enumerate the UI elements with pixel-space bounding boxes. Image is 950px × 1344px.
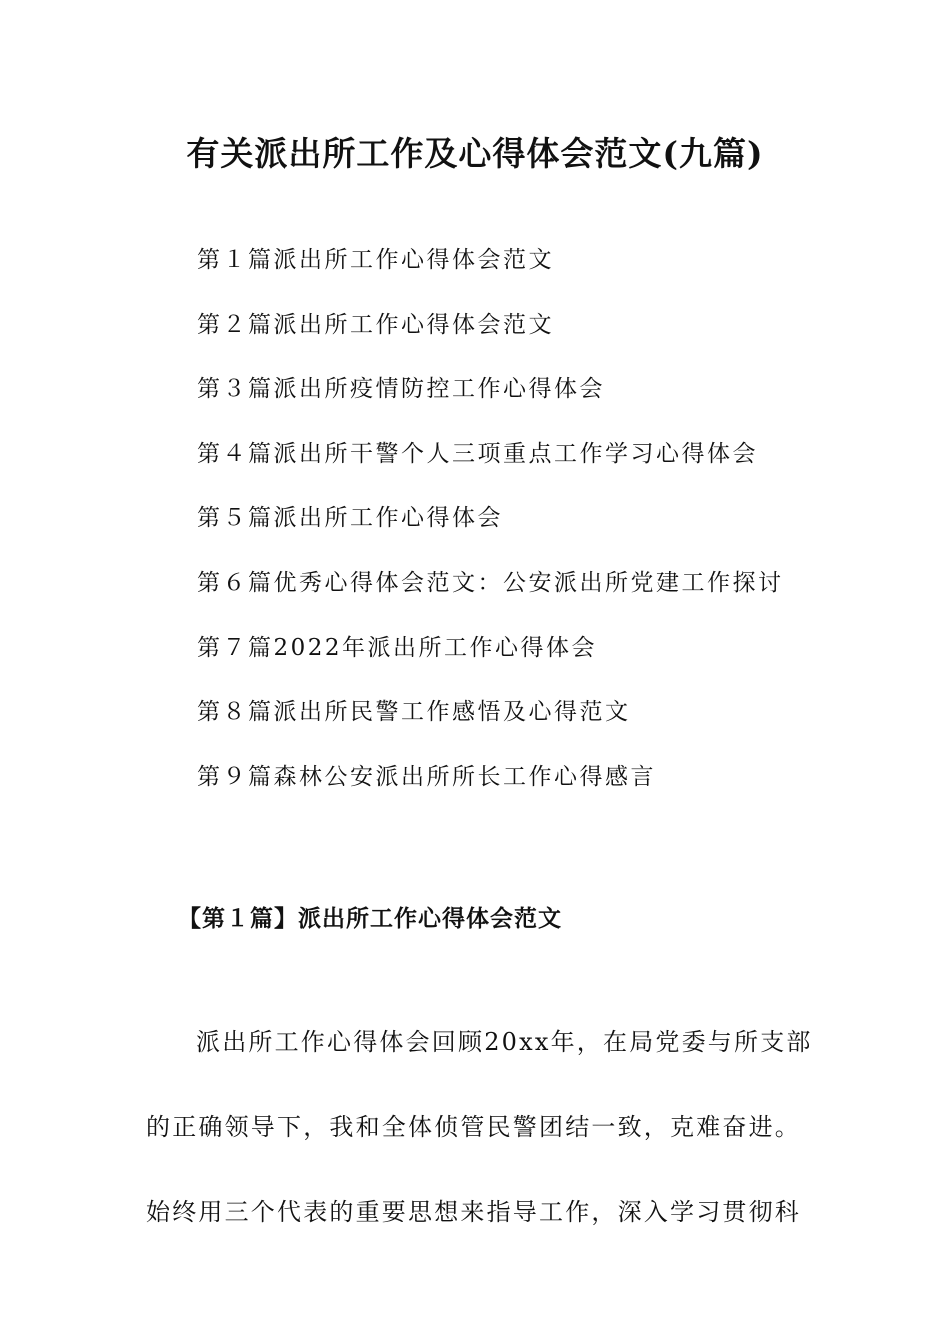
toc-item: 第７篇2022年派出所工作心得体会 <box>197 634 598 661</box>
table-of-contents <box>197 242 784 823</box>
body-line: 始终用三个代表的重要思想来指导工作，深入学习贯彻科 <box>146 1198 801 1226</box>
section-heading: 【第１篇】派出所工作心得体会范文 <box>178 905 562 932</box>
toc-item: 第４篇派出所干警个人三项重点工作学习心得体会 <box>197 440 758 467</box>
body-line: 的正确领导下，我和全体侦管民警团结一致，克难奋进。 <box>146 1113 801 1141</box>
toc-item: 第８篇派出所民警工作感悟及心得范文 <box>197 699 631 726</box>
toc-item: 第６篇优秀心得体会范文：公安派出所党建工作探讨 <box>197 569 784 596</box>
body-paragraph <box>146 1000 813 1255</box>
toc-item: 第１篇派出所工作心得体会范文 <box>197 247 554 273</box>
toc-item: 第２篇派出所工作心得体会范文 <box>197 311 554 338</box>
toc-item: 第９篇森林公安派出所所长工作心得感言 <box>197 763 656 790</box>
document-title: 有关派出所工作及心得体会范文(九篇) <box>186 134 764 173</box>
toc-item: 第３篇派出所疫情防控工作心得体会 <box>197 376 605 403</box>
body-line: 派出所工作心得体会回顾20xx年，在局党委与所支部 <box>196 1028 813 1056</box>
toc-item: 第５篇派出所工作心得体会 <box>197 505 503 532</box>
